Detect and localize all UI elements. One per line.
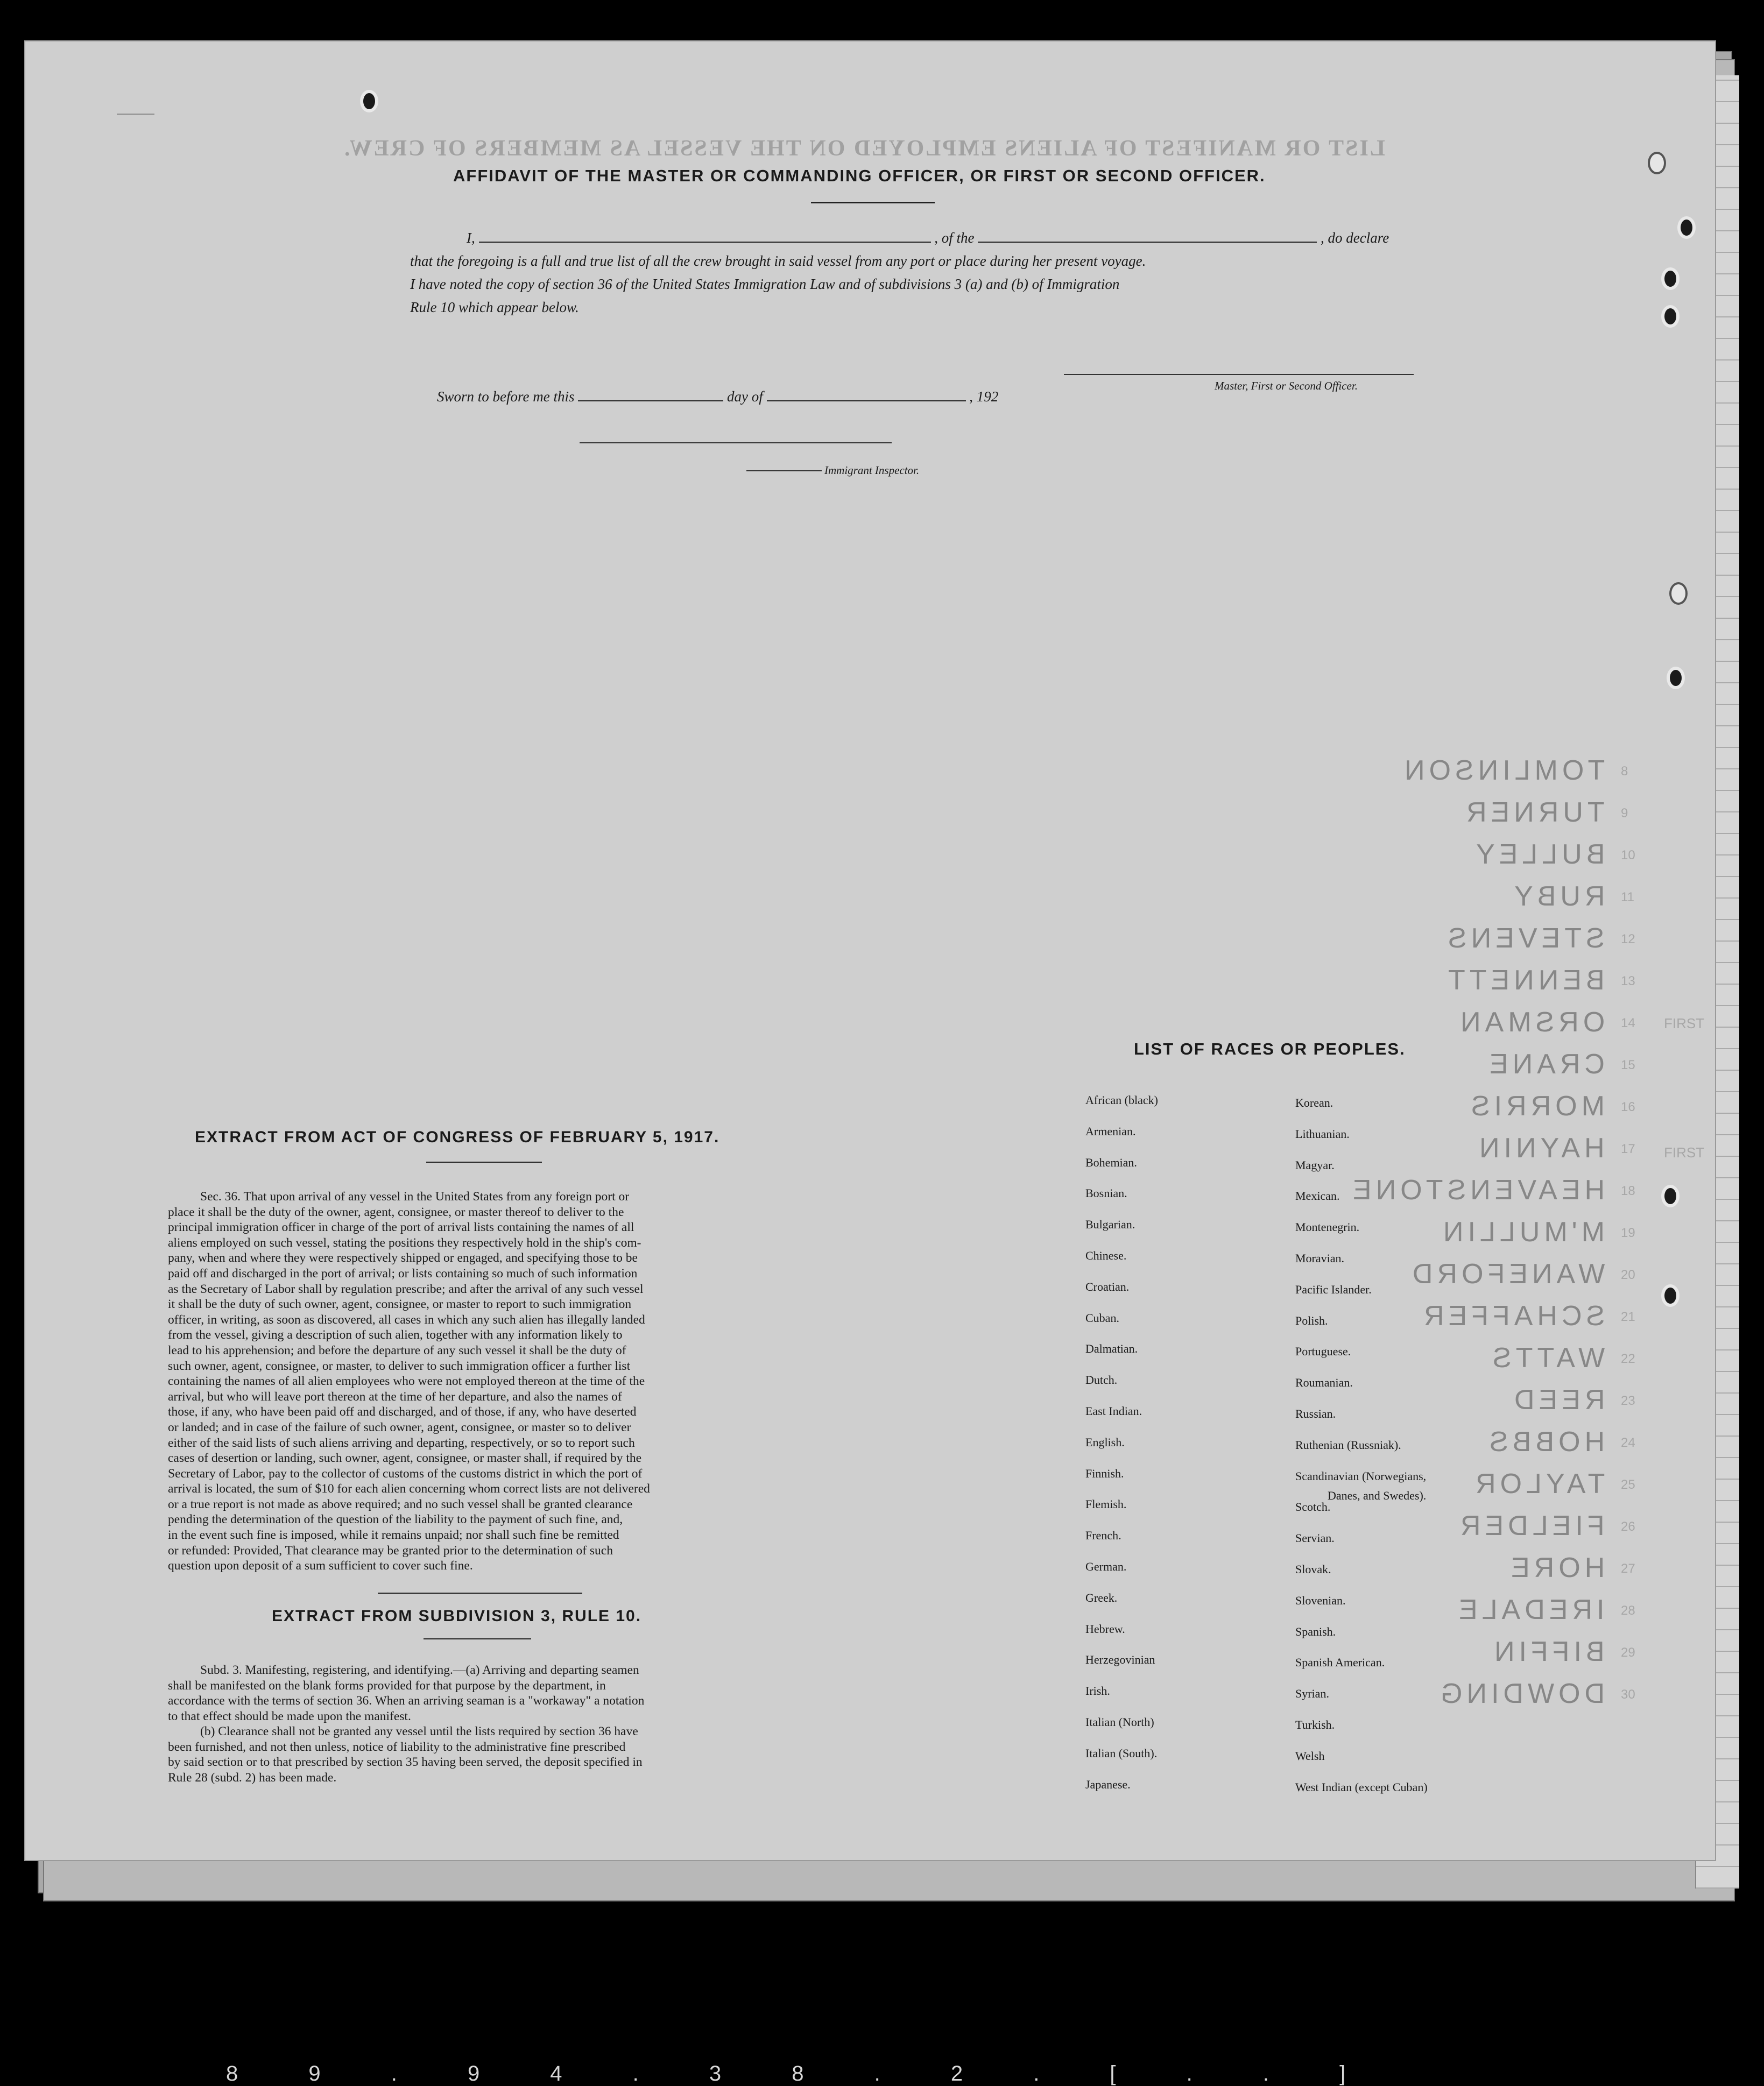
race-entry: Dalmatian.	[1085, 1342, 1138, 1356]
race-entry: African (black)	[1085, 1093, 1158, 1107]
rule-text-line: to that effect should be made upon the manifest.	[168, 1709, 411, 1723]
race-entry: Roumanian.	[1295, 1376, 1353, 1390]
race-entry: Bulgarian.	[1085, 1218, 1135, 1232]
bleed-row-number: 14	[1621, 1016, 1635, 1030]
punch-hole	[360, 90, 378, 112]
act-text-line: Sec. 36. That upon arrival of any vessel in the United States from any foreign port or	[200, 1190, 630, 1204]
race-entry: Slovak.	[1295, 1562, 1331, 1576]
i-prefix: I,	[467, 230, 475, 246]
race-entry: Lithuanian.	[1295, 1127, 1350, 1141]
race-entry: Cuban.	[1085, 1311, 1119, 1325]
bleed-crew-name: TOMLINSON	[1400, 755, 1605, 786]
act-text-line: in the event such fine is imposed, while it remains unpaid; nor shall such fine be remitted	[168, 1528, 619, 1543]
bleed-row-number: 27	[1621, 1561, 1635, 1576]
rule-text-line: accordance with the terms of section 36. When an arriving seaman is a "workaway" a notation	[168, 1694, 645, 1708]
race-entry: Polish.	[1295, 1313, 1328, 1327]
act-text-line: officer, in writing, as soon as discovered, all cases in which any such alien has illegally landed	[168, 1312, 645, 1327]
bleed-crew-name: TAYLOR	[1471, 1468, 1605, 1500]
bleed-row-number: 24	[1621, 1436, 1635, 1450]
bleed-row-number: 15	[1621, 1058, 1635, 1072]
act-text-line: or landed; and in case of the failure of such owner, agent, consignee, or master so to deliver	[168, 1420, 631, 1434]
bleed-row-number: 12	[1621, 932, 1635, 946]
affidavit-title: AFFIDAVIT OF THE MASTER OR COMMANDING OFFICER, OR FIRST OR SECOND OFFICER.	[453, 166, 1266, 185]
bleed-crew-name: CRANE	[1485, 1049, 1605, 1080]
race-entry: Scandinavian (Norwegians,	[1295, 1469, 1427, 1483]
act-text-line: lead to his apprehension; and before the departure of any such vessel it shall be the duty of	[168, 1343, 626, 1357]
master-caption: Master, First or Second Officer.	[1215, 379, 1358, 392]
act-text-line: paid off and discharged in the port of arrival; or lists containing so much of such information	[168, 1266, 638, 1281]
act-text-line: principal immigration officer in charge of the port of arrival lists containing the names of all	[168, 1220, 634, 1235]
race-entry: Montenegrin.	[1295, 1220, 1360, 1234]
rule-text-line: Subd. 3. Manifesting, registering, and identifying.—(a) Arriving and departing seamen	[200, 1663, 639, 1677]
sworn-prefix: Sworn to before me this	[437, 388, 575, 405]
act-text-line: containing the names of all alien employees who were not employed thereon at the time of the	[168, 1374, 645, 1389]
bleed-crew-name: M'MULLIN	[1439, 1217, 1605, 1248]
race-entry: Russian.	[1295, 1407, 1336, 1420]
bleed-crew-name: HEAVENSTONE	[1348, 1175, 1605, 1206]
bleed-row-number: 16	[1621, 1100, 1635, 1114]
bleed-crew-name: HORE	[1506, 1552, 1605, 1583]
rule-text-line: shall be manifested on the blank forms provided for that purpose by the department, in	[168, 1678, 606, 1693]
bleed-row-number: 25	[1621, 1477, 1635, 1492]
rule-text-line: been furnished, and not then unless, notice of liability to the administrative fine prescribed	[168, 1739, 626, 1754]
bleed-row-number: 9	[1621, 806, 1628, 821]
bleed-header: LIST OR MANIFEST OF ALIENS EMPLOYED ON THE VESSEL AS MEMBERS OF CREW.	[343, 136, 1385, 161]
bleed-row-number: 11	[1621, 890, 1634, 904]
race-entry: Portuguese.	[1295, 1345, 1351, 1359]
race-entry: Greek.	[1085, 1590, 1118, 1604]
bleed-row-number: 29	[1621, 1645, 1635, 1660]
race-entry: Chinese.	[1085, 1249, 1127, 1262]
bleed-crew-name: BIFFIN	[1490, 1636, 1605, 1667]
act-text-line: arrival, but who will leave port thereon at the time of her departure, and also the names of	[168, 1389, 622, 1404]
sworn-month-blank[interactable]	[767, 388, 966, 401]
race-entry: Herzegovinian	[1085, 1653, 1155, 1667]
race-scandinavian-cont: Danes, and Swedes).	[1328, 1489, 1427, 1502]
margin-note-first: FIRST	[1664, 1144, 1705, 1161]
margin-note-first: FIRST	[1664, 1015, 1705, 1031]
affidavit-statement-1: that the foregoing is a full and true list of all the crew brought in said vessel from any port or place during her present voyage.	[410, 253, 1146, 269]
race-entry: Pacific Islander.	[1295, 1282, 1372, 1296]
bleed-row-number: 26	[1621, 1519, 1635, 1534]
bleed-row-number: 28	[1621, 1603, 1635, 1618]
punch-hole	[1677, 216, 1696, 239]
race-entry: Croatian.	[1085, 1279, 1130, 1293]
master-signature-line[interactable]	[1064, 374, 1414, 375]
affidavit-statement-2: I have noted the copy of section 36 of the United States Immigration Law and of subdivisions 3 (a) and (b) of Immigration	[410, 276, 1120, 292]
punch-hole	[1661, 1185, 1680, 1207]
race-entry: Korean.	[1295, 1096, 1333, 1109]
punch-hole	[1669, 582, 1688, 605]
punch-hole	[1667, 667, 1685, 689]
act-text-line: arrival is located, the sum of $10 for each alien concerning whom correct lists are not delivered	[168, 1482, 650, 1496]
race-entry: Finnish.	[1085, 1466, 1124, 1480]
race-entry: Bohemian.	[1085, 1155, 1137, 1169]
bleed-crew-name: RUBY	[1509, 881, 1605, 912]
affidavit-i-line	[467, 230, 1435, 246]
race-entry: Armenian.	[1085, 1124, 1136, 1138]
page-number-scribble	[117, 95, 154, 121]
sworn-day-blank[interactable]	[578, 388, 723, 401]
punch-hole	[1661, 305, 1680, 328]
bleed-crew-name: WANEFORD	[1408, 1258, 1605, 1290]
act-text-line: aliens employed on such vessel, stating the positions they respectively hold in the ship's com-	[168, 1235, 641, 1250]
bleed-row-number: 22	[1621, 1352, 1635, 1366]
act-text-line: Secretary of Labor, pay to the collector of customs of the customs district in which the port of	[168, 1466, 643, 1481]
act-extract-body	[168, 1189, 827, 1574]
rule-extract-title: EXTRACT FROM SUBDIVISION 3, RULE 10.	[272, 1607, 642, 1625]
bleed-row-number: 20	[1621, 1268, 1635, 1282]
race-entry: German.	[1085, 1560, 1127, 1573]
punch-hole	[1661, 1284, 1680, 1307]
race-entry: Italian (South).	[1085, 1746, 1158, 1760]
bleed-crew-name: TURNER	[1462, 797, 1605, 828]
act-text-line: question upon deposit of a sum sufficient to cover such fine.	[168, 1559, 473, 1573]
race-entry: Scotch.	[1295, 1500, 1331, 1514]
race-entry: French.	[1085, 1529, 1121, 1543]
bleed-row-number: 30	[1621, 1687, 1635, 1702]
bleed-crew-name: STEVENS	[1444, 923, 1605, 954]
bleed-row-number: 10	[1621, 848, 1635, 862]
bleed-crew-name: REED	[1509, 1384, 1605, 1416]
bleed-crew-name: ORSMAN	[1456, 1007, 1605, 1038]
manifest-sheet	[24, 40, 1716, 1861]
rule-extract-body	[168, 1663, 827, 1785]
act-text-line: from the vessel, giving a description of such alien, together with any information likely to	[168, 1328, 623, 1342]
race-entry: West Indian (except Cuban)	[1295, 1780, 1428, 1794]
race-entry: Slovenian.	[1295, 1593, 1346, 1607]
race-entry: Flemish.	[1085, 1497, 1127, 1511]
act-text-line: those, if any, who have been paid off and discharged, and of those, if any, who have deserted	[168, 1405, 637, 1419]
bleed-row-number: 8	[1621, 764, 1628, 779]
rule-text-line: by said section or to that prescribed by section 35 having been served, the deposit specified in	[168, 1755, 643, 1769]
sworn-line	[437, 388, 998, 405]
act-text-line: such owner, agent, consignee, or master, to deliver to such immigration officer a further list	[168, 1359, 631, 1373]
act-text-line: or a true report is not made as above required; and no such vessel shall be granted clearance	[168, 1497, 633, 1511]
film-strip-code: 8 9 . 9 4 . 3 8 . 2 . [ . . ]	[226, 2062, 1378, 2085]
punch-hole	[1648, 152, 1666, 174]
punch-hole	[1661, 267, 1680, 290]
bleed-crew-name: IREDALE	[1455, 1594, 1605, 1625]
bleed-crew-name: BULLEY	[1471, 839, 1605, 870]
bleed-row-number: 17	[1621, 1142, 1635, 1156]
act-text-line: it shall be the duty of such owner, agent, consignee, or master to report to such immigration	[168, 1297, 632, 1312]
act-text-line: pending the determination of the question of the liability to the payment of such fine, and,	[168, 1512, 623, 1527]
bleed-crew-name: BENNETT	[1444, 965, 1605, 996]
do-declare-label: , do declare	[1321, 230, 1389, 246]
year-label: , 192	[969, 388, 999, 405]
bleed-crew-name: FIELDER	[1456, 1510, 1605, 1541]
of-the-label: , of the	[934, 230, 975, 246]
races-title: LIST OF RACES OR PEOPLES.	[1134, 1040, 1406, 1058]
race-entry: Mexican.	[1295, 1189, 1340, 1203]
inspector-signature-line[interactable]	[580, 442, 892, 443]
race-entry: Italian (North)	[1085, 1715, 1154, 1729]
inspector-caption: Immigrant Inspector.	[824, 464, 920, 477]
race-entry: Magyar.	[1295, 1158, 1335, 1172]
act-extract-title: EXTRACT FROM ACT OF CONGRESS OF FEBRUARY 5, 1917.	[195, 1128, 720, 1146]
race-entry: Dutch.	[1085, 1373, 1118, 1387]
race-entry: Turkish.	[1295, 1718, 1335, 1731]
bleed-row-number: 13	[1621, 974, 1635, 988]
race-entry: Welsh	[1295, 1749, 1325, 1763]
act-text-line: pany, when and where they were respectively shipped or engaged, and specifying those to be	[168, 1251, 638, 1265]
rule-title-rule	[424, 1638, 531, 1639]
act-text-line: either of the said lists of such aliens arriving and departing, respectively, or so to report such	[168, 1436, 635, 1450]
race-entry: Irish.	[1085, 1684, 1110, 1698]
rule-text-line: (b) Clearance shall not be granted any vessel until the lists required by section 36 have	[200, 1724, 638, 1738]
race-entry: East Indian.	[1085, 1404, 1142, 1418]
day-of-label: day of	[727, 388, 763, 405]
race-entry: Bosnian.	[1085, 1186, 1127, 1200]
act-text-line: as the Secretary of Labor shall by regulation prescribe; and after the arrival of any such vessel	[168, 1282, 644, 1296]
race-entry: English.	[1085, 1435, 1125, 1449]
bleed-row-number: 23	[1621, 1394, 1635, 1408]
bleed-row-number: 18	[1621, 1184, 1635, 1198]
race-entry: Hebrew.	[1085, 1622, 1125, 1636]
inspector-short-line	[746, 470, 822, 471]
affidavit-title-rule	[811, 202, 935, 203]
vessel-name-blank[interactable]	[978, 230, 1317, 243]
act-text-line: cases of desertion or landing, such owner, agent, consignee, or master shall, if required by the	[168, 1451, 642, 1466]
bleed-crew-name: HAYNIN	[1475, 1133, 1605, 1164]
race-entry: Japanese.	[1085, 1777, 1131, 1791]
race-entry: Spanish.	[1295, 1624, 1336, 1638]
master-name-blank[interactable]	[479, 230, 931, 243]
affidavit-statement-3: Rule 10 which appear below.	[410, 299, 579, 315]
bleed-crew-name: HOBBS	[1485, 1426, 1605, 1458]
act-title-rule	[426, 1162, 542, 1163]
act-text-line: place it shall be the duty of the owner, agent, consignee, or master thereof to deliver to the	[168, 1205, 624, 1219]
race-entry: Ruthenian (Russniak).	[1295, 1438, 1401, 1452]
race-entry: Moravian.	[1295, 1251, 1345, 1265]
bleed-row-number: 19	[1621, 1226, 1635, 1240]
race-entry: Spanish American.	[1295, 1656, 1385, 1670]
act-text-line: or refunded: Provided, That clearance may be granted prior to the determination of such	[168, 1543, 613, 1558]
rule-text-line: Rule 28 (subd. 2) has been made.	[168, 1770, 337, 1785]
bleed-crew-name: MORRIS	[1467, 1091, 1605, 1122]
race-entry: Syrian.	[1295, 1687, 1329, 1701]
bleed-row-number: 21	[1621, 1310, 1635, 1324]
bleed-crew-name: WATTS	[1488, 1342, 1605, 1374]
bleed-crew-name: SCHAFFER	[1419, 1300, 1605, 1332]
bleed-crew-name: DOWDING	[1436, 1678, 1605, 1709]
race-entry: Servian.	[1295, 1531, 1335, 1545]
act-end-rule	[378, 1593, 582, 1594]
